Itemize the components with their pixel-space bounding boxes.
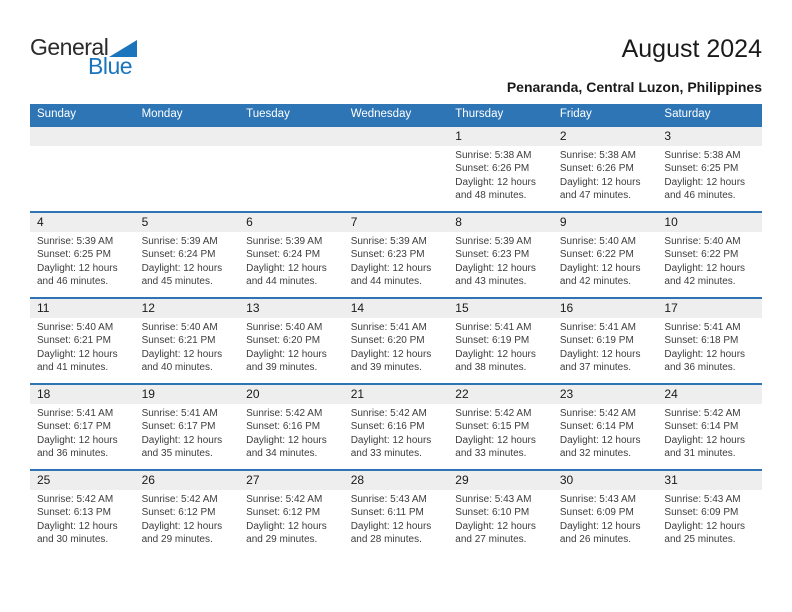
daylight-text: Daylight: 12 hours and 32 minutes. [559,434,641,460]
sunset-text: Sunset: 6:19 PM [455,335,530,347]
weekday-header-sunday: Sunday [37,108,77,120]
day-details [351,493,444,547]
weekday-header-row [30,104,762,125]
day-number: 2 [559,129,567,143]
logo-text-blue: Blue [88,53,133,79]
day-cell [553,213,658,297]
sunset-text: Sunset: 6:11 PM [350,507,424,519]
day-cell [657,127,762,211]
sunset-text: Sunset: 6:14 PM [664,421,739,433]
day-details [664,321,757,375]
week-row [30,125,762,211]
daylight-text: Daylight: 12 hours and 36 minutes. [664,348,746,374]
sunset-text: Sunset: 6:10 PM [455,507,530,519]
day-number: 13 [246,301,260,315]
day-number: 21 [350,387,365,401]
day-details [664,235,757,289]
day-number: 29 [455,473,469,487]
daylight-text: Daylight: 12 hours and 34 minutes. [246,434,327,460]
day-cell [239,213,344,297]
sunset-text: Sunset: 6:16 PM [246,421,321,433]
day-number: 25 [37,473,51,487]
daylight-text: Daylight: 12 hours and 25 minutes. [664,520,746,546]
day-number: 14 [350,301,365,315]
daylight-text: Daylight: 12 hours and 37 minutes. [559,348,641,374]
sunset-text: Sunset: 6:23 PM [350,249,425,261]
sunset-text: Sunset: 6:17 PM [141,421,216,433]
day-number: 28 [350,473,365,487]
day-details [560,235,653,289]
day-details [37,493,130,547]
sunrise-text: Sunrise: 5:39 AM [455,236,532,247]
daylight-text: Daylight: 12 hours and 44 minutes. [350,262,432,288]
weekday-header-saturday: Saturday [664,108,711,120]
title-block [507,36,762,95]
day-details [142,493,235,547]
daylight-text: Daylight: 12 hours and 29 minutes. [246,520,327,546]
sunrise-text: Sunrise: 5:40 AM [246,322,323,333]
day-details [455,407,548,461]
day-details [142,235,235,289]
sunset-text: Sunset: 6:19 PM [559,335,634,347]
day-cell [239,299,344,383]
day-number: 1 [455,129,462,143]
day-number: 8 [455,215,462,229]
daylight-text: Daylight: 12 hours and 31 minutes. [664,434,746,460]
sunrise-text: Sunrise: 5:40 AM [559,236,636,247]
sunrise-text: Sunrise: 5:40 AM [141,322,218,333]
empty-day-cell [135,127,240,211]
day-details [455,321,548,375]
sunrise-text: Sunrise: 5:41 AM [37,408,114,419]
daylight-text: Daylight: 12 hours and 33 minutes. [455,434,536,460]
general-blue-logo [30,36,137,78]
daylight-text: Daylight: 12 hours and 46 minutes. [37,262,118,288]
day-number: 23 [559,387,574,401]
day-cell [30,471,135,555]
day-details [37,407,130,461]
day-details [351,407,444,461]
calendar [30,104,762,555]
day-details [351,321,444,375]
sunrise-text: Sunrise: 5:43 AM [350,494,427,505]
day-cell [135,385,240,469]
sunrise-text: Sunrise: 5:41 AM [559,322,636,333]
sunset-text: Sunset: 6:26 PM [455,163,530,175]
sunset-text: Sunset: 6:20 PM [350,335,425,347]
sunset-text: Sunset: 6:09 PM [664,507,739,519]
sunrise-text: Sunrise: 5:42 AM [350,408,427,419]
daylight-text: Daylight: 12 hours and 45 minutes. [141,262,223,288]
daylight-text: Daylight: 12 hours and 33 minutes. [350,434,432,460]
daylight-text: Daylight: 12 hours and 27 minutes. [455,520,536,546]
daylight-text: Daylight: 12 hours and 35 minutes. [141,434,223,460]
day-details [455,149,548,203]
sunset-text: Sunset: 6:25 PM [37,249,111,261]
daylight-text: Daylight: 12 hours and 41 minutes. [37,348,118,374]
day-details [560,321,653,375]
day-cell [448,471,553,555]
sunrise-text: Sunrise: 5:42 AM [246,494,323,505]
day-cell [448,385,553,469]
day-cell [135,299,240,383]
day-cell [135,213,240,297]
calendar-grid [30,125,762,555]
daylight-text: Daylight: 12 hours and 42 minutes. [664,262,746,288]
sunrise-text: Sunrise: 5:41 AM [141,408,218,419]
day-cell [657,385,762,469]
daylight-text: Daylight: 12 hours and 44 minutes. [246,262,327,288]
sunrise-text: Sunrise: 5:42 AM [246,408,323,419]
sunrise-text: Sunrise: 5:43 AM [455,494,532,505]
daylight-text: Daylight: 12 hours and 38 minutes. [455,348,536,374]
day-number: 31 [664,473,678,487]
sunrise-text: Sunrise: 5:39 AM [350,236,427,247]
day-number: 26 [141,473,155,487]
daylight-text: Daylight: 12 hours and 29 minutes. [141,520,223,546]
sunset-text: Sunset: 6:12 PM [141,507,216,519]
day-details [246,321,339,375]
day-cell [657,471,762,555]
day-cell [344,213,449,297]
sunset-text: Sunset: 6:18 PM [664,335,739,347]
week-row [30,211,762,297]
day-details [560,149,653,203]
weekday-header-thursday: Thursday [455,108,504,120]
day-details [664,493,757,547]
day-cell [657,213,762,297]
day-number: 10 [664,215,678,229]
sunset-text: Sunset: 6:15 PM [455,421,530,433]
sunset-text: Sunset: 6:17 PM [37,421,111,433]
day-number: 18 [37,387,51,401]
daylight-text: Daylight: 12 hours and 42 minutes. [559,262,641,288]
sunrise-text: Sunrise: 5:41 AM [350,322,427,333]
day-cell [344,385,449,469]
sunset-text: Sunset: 6:09 PM [559,507,634,519]
day-cell [553,471,658,555]
daylight-text: Daylight: 12 hours and 30 minutes. [37,520,118,546]
daylight-text: Daylight: 12 hours and 28 minutes. [350,520,432,546]
weekday-header-wednesday: Wednesday [350,108,412,120]
day-number: 11 [37,301,50,315]
day-cell [448,299,553,383]
sunrise-text: Sunrise: 5:42 AM [37,494,114,505]
week-row [30,469,762,555]
day-cell [553,385,658,469]
day-cell [553,127,658,211]
day-number: 17 [664,301,678,315]
sunrise-text: Sunrise: 5:38 AM [664,150,741,161]
weekday-header-friday: Friday [559,108,592,120]
empty-day-cell [344,127,449,211]
daylight-text: Daylight: 12 hours and 48 minutes. [455,176,536,202]
empty-day-cell [30,127,135,211]
day-number: 5 [141,215,149,229]
day-cell [239,385,344,469]
sunset-text: Sunset: 6:22 PM [664,249,739,261]
day-cell [448,213,553,297]
week-row [30,383,762,469]
sunset-text: Sunset: 6:23 PM [455,249,530,261]
day-number: 20 [246,387,260,401]
sunrise-text: Sunrise: 5:39 AM [37,236,114,247]
empty-day-cell [239,127,344,211]
day-details [246,493,339,547]
day-number: 15 [455,301,469,315]
day-number: 12 [141,301,155,315]
sunrise-text: Sunrise: 5:43 AM [664,494,741,505]
day-cell [239,471,344,555]
day-cell [344,471,449,555]
day-details [142,321,235,375]
day-cell [657,299,762,383]
sunrise-text: Sunrise: 5:42 AM [141,494,218,505]
sunset-text: Sunset: 6:26 PM [559,163,634,175]
daylight-text: Daylight: 12 hours and 46 minutes. [664,176,746,202]
day-details [664,149,757,203]
sunset-text: Sunset: 6:13 PM [37,507,111,519]
week-row [30,297,762,383]
sunrise-text: Sunrise: 5:40 AM [37,322,114,333]
day-details [351,235,444,289]
day-number: 4 [37,215,44,229]
daylight-text: Daylight: 12 hours and 43 minutes. [455,262,536,288]
sunset-text: Sunset: 6:25 PM [664,163,739,175]
day-details [142,407,235,461]
day-cell [30,299,135,383]
sunrise-text: Sunrise: 5:41 AM [664,322,741,333]
sunrise-text: Sunrise: 5:42 AM [455,408,532,419]
day-number: 9 [559,215,567,229]
sunset-text: Sunset: 6:16 PM [350,421,425,433]
day-details [560,407,653,461]
day-cell [135,471,240,555]
day-details [455,235,548,289]
sunset-text: Sunset: 6:20 PM [246,335,321,347]
day-details [37,235,130,289]
daylight-text: Daylight: 12 hours and 39 minutes. [350,348,432,374]
day-details [560,493,653,547]
sunrise-text: Sunrise: 5:39 AM [246,236,323,247]
sunrise-text: Sunrise: 5:43 AM [559,494,636,505]
sunrise-text: Sunrise: 5:39 AM [141,236,218,247]
sunrise-text: Sunrise: 5:42 AM [664,408,741,419]
page-subtitle: Penaranda, Central Luzon, Philippines [506,78,762,95]
sunset-text: Sunset: 6:21 PM [37,335,111,347]
day-number: 19 [141,387,155,401]
day-number: 6 [246,215,253,229]
sunset-text: Sunset: 6:21 PM [141,335,216,347]
daylight-text: Daylight: 12 hours and 47 minutes. [559,176,641,202]
day-number: 3 [664,129,672,143]
day-cell [448,127,553,211]
day-number: 22 [455,387,469,401]
day-number: 16 [559,301,574,315]
day-cell [553,299,658,383]
day-number: 24 [664,387,678,401]
weekday-header-tuesday: Tuesday [246,108,290,120]
sunrise-text: Sunrise: 5:41 AM [455,322,532,333]
day-cell [30,213,135,297]
day-details [664,407,757,461]
sunrise-text: Sunrise: 5:40 AM [664,236,741,247]
sunset-text: Sunset: 6:24 PM [141,249,216,261]
day-cell [344,299,449,383]
day-number: 30 [559,473,574,487]
weekday-header-monday: Monday [141,108,183,120]
daylight-text: Daylight: 12 hours and 40 minutes. [141,348,223,374]
day-details [455,493,548,547]
daylight-text: Daylight: 12 hours and 39 minutes. [246,348,327,374]
sunset-text: Sunset: 6:14 PM [559,421,634,433]
day-number: 27 [246,473,260,487]
logo-text-general: General [30,34,109,60]
sunrise-text: Sunrise: 5:42 AM [559,408,636,419]
page-title: August 2024 [621,35,762,63]
daylight-text: Daylight: 12 hours and 36 minutes. [37,434,118,460]
day-cell [30,385,135,469]
sunrise-text: Sunrise: 5:38 AM [455,150,532,161]
sunset-text: Sunset: 6:22 PM [559,249,634,261]
day-details [246,407,339,461]
day-number: 7 [350,215,358,229]
day-details [37,321,130,375]
day-details [246,235,339,289]
sunrise-text: Sunrise: 5:38 AM [559,150,636,161]
sunset-text: Sunset: 6:12 PM [246,507,321,519]
daylight-text: Daylight: 12 hours and 26 minutes. [559,520,641,546]
sunset-text: Sunset: 6:24 PM [246,249,321,261]
